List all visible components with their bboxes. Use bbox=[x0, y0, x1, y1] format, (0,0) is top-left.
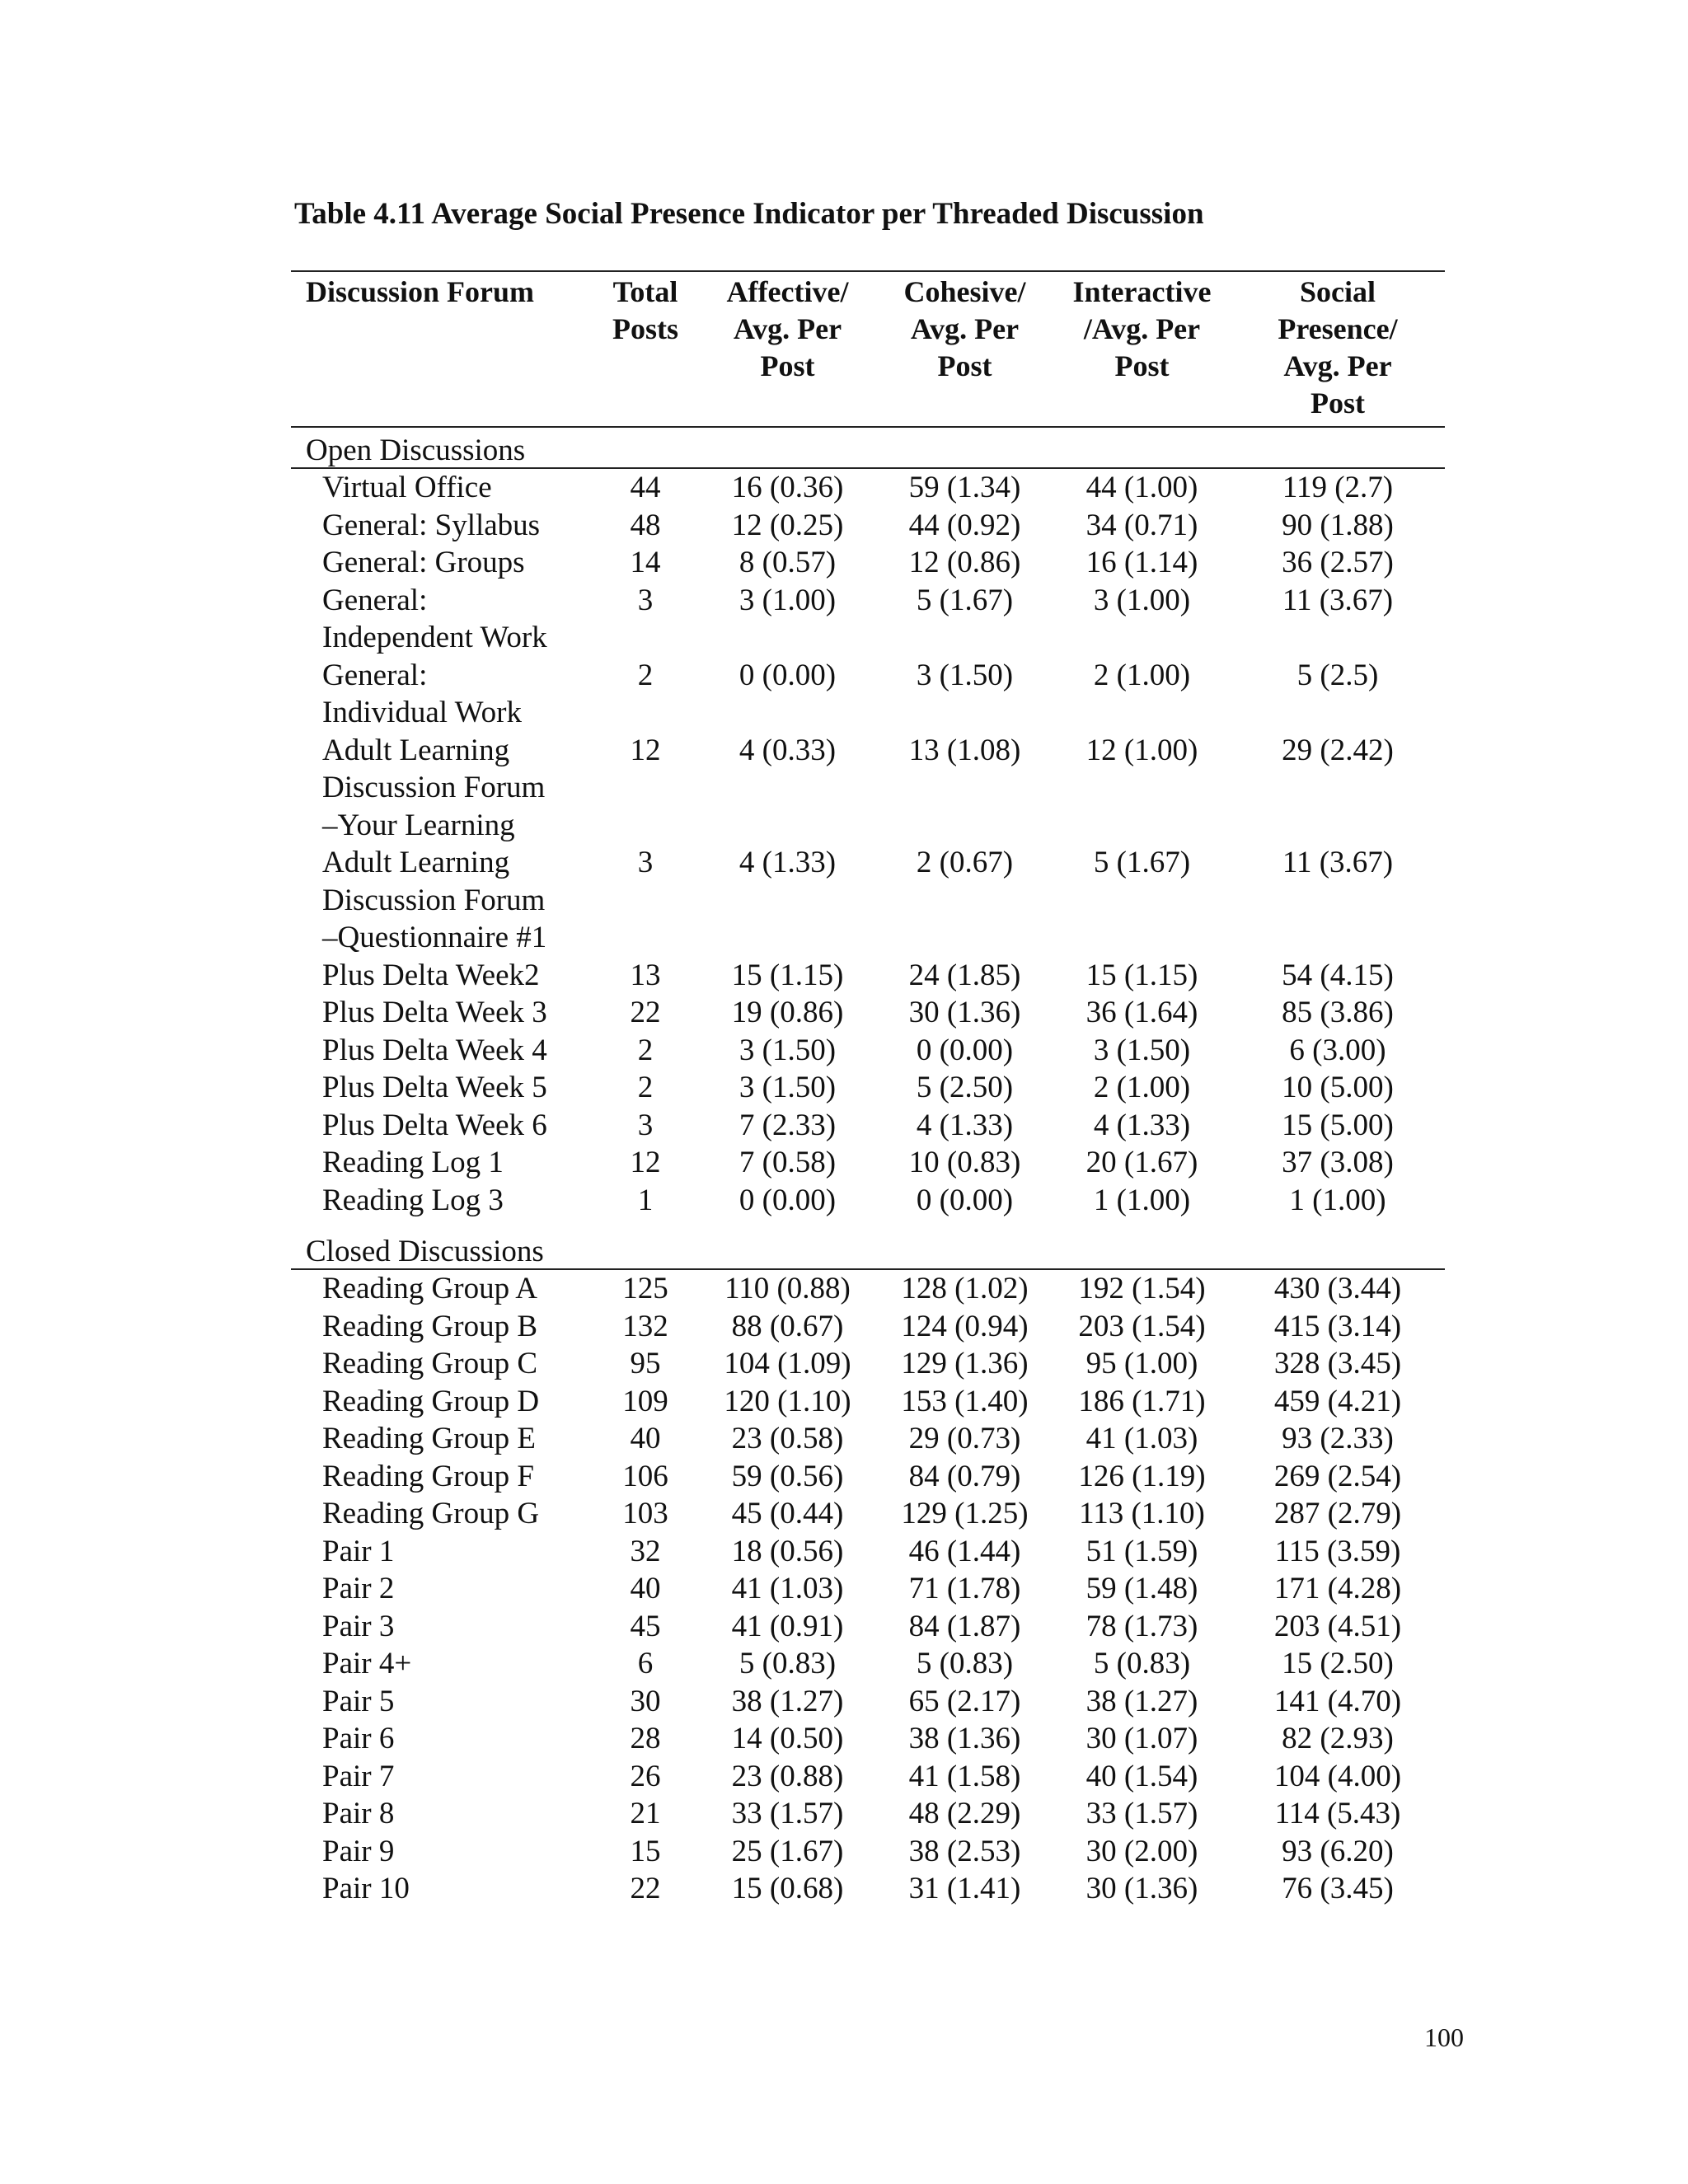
cohesive-cell: 128 (1.02) bbox=[901, 1272, 1029, 1305]
total-posts-cell: 44 bbox=[630, 471, 661, 504]
interactive-cell: 38 (1.27) bbox=[1085, 1684, 1198, 1718]
forum-name-line: Independent Work bbox=[322, 621, 547, 654]
interactive-cell: 44 (1.00) bbox=[1085, 471, 1198, 504]
cohesive-cell: 59 (1.34) bbox=[908, 471, 1021, 504]
cohesive-cell: 5 (2.50) bbox=[916, 1071, 1014, 1104]
social-presence-cell: 5 (2.5) bbox=[1296, 658, 1379, 692]
forum-name-cell bbox=[291, 1420, 592, 1458]
affective-cell: 88 (0.67) bbox=[731, 1309, 844, 1343]
table-row bbox=[291, 1032, 1445, 1070]
cohesive-cell: 29 (0.73) bbox=[908, 1422, 1021, 1455]
affective-cell: 7 (0.58) bbox=[738, 1146, 837, 1179]
header-line: Post bbox=[1114, 349, 1170, 382]
header-line: Post bbox=[1311, 387, 1365, 419]
table-row bbox=[291, 1182, 1445, 1220]
forum-name-line: Pair 4+ bbox=[322, 1647, 412, 1680]
cohesive-cell: 38 (1.36) bbox=[908, 1722, 1021, 1755]
forum-name-line: Pair 8 bbox=[322, 1797, 395, 1830]
interactive-cell: 33 (1.57) bbox=[1085, 1797, 1198, 1830]
table-row bbox=[291, 657, 1445, 732]
forum-name-cell bbox=[291, 1683, 592, 1721]
forum-name-line: Pair 10 bbox=[322, 1872, 410, 1905]
total-posts-cell: 26 bbox=[630, 1759, 661, 1793]
social-presence-cell: 328 (3.45) bbox=[1273, 1347, 1402, 1380]
interactive-cell: 2 (1.00) bbox=[1093, 1071, 1191, 1104]
total-posts-cell: 6 bbox=[637, 1647, 654, 1680]
cohesive-cell: 84 (1.87) bbox=[908, 1609, 1021, 1643]
interactive-cell: 59 (1.48) bbox=[1085, 1572, 1198, 1605]
header-line: Avg. Per bbox=[733, 312, 842, 345]
social-presence-cell: 90 (1.88) bbox=[1282, 508, 1394, 542]
cohesive-cell: 129 (1.36) bbox=[901, 1347, 1029, 1380]
forum-name-line: Plus Delta Week2 bbox=[322, 958, 540, 992]
forum-name-line: General: bbox=[322, 658, 428, 692]
affective-cell: 4 (1.33) bbox=[738, 846, 837, 879]
table-row bbox=[291, 1645, 1445, 1683]
social-presence-cell: 287 (2.79) bbox=[1273, 1497, 1402, 1530]
affective-cell: 16 (0.36) bbox=[731, 471, 844, 504]
table-row bbox=[291, 1144, 1445, 1182]
table-row bbox=[291, 1570, 1445, 1608]
affective-cell: 0 (0.00) bbox=[738, 1183, 837, 1217]
interactive-cell: 36 (1.64) bbox=[1085, 996, 1198, 1029]
cohesive-cell: 5 (0.83) bbox=[916, 1647, 1014, 1680]
total-posts-cell: 106 bbox=[622, 1459, 668, 1493]
forum-name-line: Reading Group E bbox=[322, 1422, 536, 1455]
affective-cell: 23 (0.58) bbox=[731, 1422, 844, 1455]
forum-name-line: Reading Group C bbox=[322, 1347, 538, 1380]
forum-name-line: Reading Log 3 bbox=[322, 1183, 504, 1217]
forum-name-line: General: bbox=[322, 583, 428, 617]
affective-cell: 33 (1.57) bbox=[731, 1797, 844, 1830]
interactive-cell: 15 (1.15) bbox=[1085, 958, 1198, 992]
header-line: Interactive bbox=[1072, 275, 1212, 308]
affective-cell: 45 (0.44) bbox=[731, 1497, 844, 1530]
total-posts-cell: 15 bbox=[630, 1834, 661, 1868]
table-row bbox=[291, 1107, 1445, 1145]
forum-name-cell bbox=[291, 1144, 592, 1182]
social-presence-cell: 37 (3.08) bbox=[1282, 1146, 1394, 1179]
forum-name-cell bbox=[291, 994, 592, 1032]
cohesive-cell: 153 (1.40) bbox=[901, 1384, 1029, 1418]
forum-name-cell bbox=[291, 1069, 592, 1107]
interactive-cell: 1 (1.00) bbox=[1093, 1183, 1191, 1217]
forum-name-line: Plus Delta Week 4 bbox=[322, 1033, 547, 1067]
page-number: 100 bbox=[1424, 2022, 1464, 2052]
forum-name-line: Individual Work bbox=[322, 696, 522, 729]
header-line: Cohesive/ bbox=[903, 275, 1026, 308]
social-presence-cell: 141 (4.70) bbox=[1273, 1684, 1402, 1718]
social-presence-cell: 459 (4.21) bbox=[1273, 1384, 1402, 1418]
cohesive-cell: 65 (2.17) bbox=[908, 1684, 1021, 1718]
forum-name-line: General: Groups bbox=[322, 546, 525, 579]
forum-name-line: Pair 5 bbox=[322, 1684, 395, 1718]
social-presence-cell: 114 (5.43) bbox=[1274, 1797, 1401, 1830]
header-line: Affective/ bbox=[726, 275, 849, 308]
section-row bbox=[291, 1219, 1445, 1269]
forum-name-line: Pair 9 bbox=[322, 1834, 395, 1868]
forum-name-cell bbox=[291, 468, 592, 507]
forum-name-cell bbox=[291, 507, 592, 545]
table-row bbox=[291, 1383, 1445, 1421]
total-posts-cell: 40 bbox=[630, 1572, 661, 1605]
forum-name-line: Pair 3 bbox=[322, 1609, 395, 1643]
forum-name-cell bbox=[291, 1870, 592, 1908]
cohesive-cell: 0 (0.00) bbox=[916, 1183, 1014, 1217]
cohesive-cell: 41 (1.58) bbox=[908, 1759, 1021, 1793]
social-presence-cell: 82 (2.93) bbox=[1282, 1722, 1394, 1755]
table-row bbox=[291, 582, 1445, 657]
table-row bbox=[291, 957, 1445, 995]
total-posts-cell: 95 bbox=[630, 1347, 661, 1380]
cohesive-cell: 48 (2.29) bbox=[908, 1797, 1021, 1830]
header-line: Posts bbox=[612, 312, 678, 345]
interactive-cell: 30 (1.36) bbox=[1085, 1872, 1198, 1905]
cohesive-cell: 4 (1.33) bbox=[916, 1108, 1014, 1142]
social-presence-cell: 415 (3.14) bbox=[1273, 1309, 1402, 1343]
social-presence-cell: 119 (2.7) bbox=[1282, 471, 1394, 504]
cohesive-cell: 2 (0.67) bbox=[916, 846, 1014, 879]
social-presence-cell: 104 (4.00) bbox=[1273, 1759, 1402, 1793]
total-posts-cell: 12 bbox=[630, 1146, 661, 1179]
interactive-cell: 126 (1.19) bbox=[1078, 1459, 1206, 1493]
interactive-cell: 30 (1.07) bbox=[1085, 1722, 1198, 1755]
section-label: Open Discussions bbox=[291, 427, 1445, 468]
total-posts-cell: 14 bbox=[630, 546, 661, 579]
forum-name-cell bbox=[291, 1458, 592, 1496]
header-total-posts bbox=[592, 271, 699, 427]
affective-cell: 15 (1.15) bbox=[731, 958, 844, 992]
affective-cell: 4 (0.33) bbox=[738, 733, 837, 767]
total-posts-cell: 2 bbox=[637, 1033, 654, 1067]
affective-cell: 23 (0.88) bbox=[731, 1759, 844, 1793]
social-presence-cell: 269 (2.54) bbox=[1273, 1459, 1402, 1493]
social-presence-cell: 430 (3.44) bbox=[1273, 1272, 1402, 1305]
interactive-cell: 192 (1.54) bbox=[1078, 1272, 1206, 1305]
table-row bbox=[291, 1870, 1445, 1908]
affective-cell: 0 (0.00) bbox=[738, 658, 837, 692]
forum-name-cell bbox=[291, 1795, 592, 1833]
affective-cell: 3 (1.50) bbox=[738, 1071, 837, 1104]
interactive-cell: 95 (1.00) bbox=[1085, 1347, 1198, 1380]
table-row bbox=[291, 1758, 1445, 1796]
forum-name-line: –Your Learning bbox=[322, 808, 515, 842]
cohesive-cell: 0 (0.00) bbox=[916, 1033, 1014, 1067]
header-line: Total bbox=[612, 275, 678, 308]
forum-name-cell bbox=[291, 844, 592, 957]
social-presence-table bbox=[291, 270, 1445, 1908]
social-presence-cell: 11 (3.67) bbox=[1282, 846, 1394, 879]
interactive-cell: 4 (1.33) bbox=[1093, 1108, 1191, 1142]
forum-name-cell bbox=[291, 1645, 592, 1683]
total-posts-cell: 103 bbox=[622, 1497, 668, 1530]
forum-name-line: Plus Delta Week 6 bbox=[322, 1108, 547, 1142]
table-row bbox=[291, 1533, 1445, 1571]
total-posts-cell: 3 bbox=[637, 583, 654, 617]
affective-cell: 120 (1.10) bbox=[724, 1384, 851, 1418]
table-row bbox=[291, 1069, 1445, 1107]
header-affective bbox=[699, 271, 876, 427]
table-row bbox=[291, 1833, 1445, 1871]
header-line: Social bbox=[1299, 275, 1376, 308]
table-row bbox=[291, 1308, 1445, 1346]
forum-name-cell bbox=[291, 582, 592, 657]
table-row bbox=[291, 1495, 1445, 1533]
forum-name-line: Plus Delta Week 5 bbox=[322, 1071, 547, 1104]
forum-name-cell bbox=[291, 1269, 592, 1308]
header-line: Post bbox=[760, 349, 815, 382]
header-line: Avg. Per bbox=[910, 312, 1020, 345]
table-row bbox=[291, 1795, 1445, 1833]
cohesive-cell: 46 (1.44) bbox=[908, 1534, 1021, 1568]
affective-cell: 41 (1.03) bbox=[731, 1572, 844, 1605]
affective-cell: 110 (0.88) bbox=[724, 1272, 851, 1305]
social-presence-cell: 76 (3.45) bbox=[1282, 1872, 1394, 1905]
total-posts-cell: 125 bbox=[622, 1272, 668, 1305]
forum-name-cell bbox=[291, 1758, 592, 1796]
table-row bbox=[291, 1269, 1445, 1308]
interactive-cell: 51 (1.59) bbox=[1085, 1534, 1198, 1568]
total-posts-cell: 28 bbox=[630, 1722, 661, 1755]
table-row bbox=[291, 1345, 1445, 1383]
affective-cell: 18 (0.56) bbox=[731, 1534, 844, 1568]
cohesive-cell: 129 (1.25) bbox=[901, 1497, 1029, 1530]
affective-cell: 25 (1.67) bbox=[731, 1834, 844, 1868]
header-line: Post bbox=[937, 349, 992, 382]
total-posts-cell: 2 bbox=[637, 658, 654, 692]
forum-name-line: Pair 7 bbox=[322, 1759, 395, 1793]
social-presence-cell: 36 (2.57) bbox=[1282, 546, 1394, 579]
forum-name-cell bbox=[291, 1570, 592, 1608]
forum-name-line: Reading Group D bbox=[322, 1384, 540, 1418]
cohesive-cell: 71 (1.78) bbox=[908, 1572, 1021, 1605]
total-posts-cell: 48 bbox=[630, 508, 661, 542]
affective-cell: 12 (0.25) bbox=[731, 508, 844, 542]
social-presence-cell: 6 (3.00) bbox=[1289, 1033, 1386, 1067]
cohesive-cell: 24 (1.85) bbox=[908, 958, 1021, 992]
total-posts-cell: 45 bbox=[630, 1609, 661, 1643]
interactive-cell: 30 (2.00) bbox=[1085, 1834, 1198, 1868]
forum-name-line: Discussion Forum bbox=[322, 883, 546, 917]
interactive-cell: 186 (1.71) bbox=[1078, 1384, 1206, 1418]
social-presence-cell: 93 (2.33) bbox=[1282, 1422, 1394, 1455]
total-posts-cell: 109 bbox=[622, 1384, 668, 1418]
header-interactive bbox=[1053, 271, 1231, 427]
table-row bbox=[291, 732, 1445, 845]
forum-name-line: General: Syllabus bbox=[322, 508, 541, 542]
social-presence-cell: 171 (4.28) bbox=[1273, 1572, 1402, 1605]
table-row bbox=[291, 507, 1445, 545]
forum-name-line: Reading Group A bbox=[322, 1272, 538, 1305]
forum-name-cell bbox=[291, 657, 592, 732]
forum-name-line: Pair 1 bbox=[322, 1534, 395, 1568]
forum-name-line: Adult Learning bbox=[322, 733, 510, 767]
forum-name-cell bbox=[291, 1720, 592, 1758]
interactive-cell: 113 (1.10) bbox=[1079, 1497, 1205, 1530]
interactive-cell: 78 (1.73) bbox=[1085, 1609, 1198, 1643]
total-posts-cell: 2 bbox=[637, 1071, 654, 1104]
header-line: /Avg. Per bbox=[1083, 312, 1201, 345]
forum-name-cell bbox=[291, 1032, 592, 1070]
affective-cell: 104 (1.09) bbox=[724, 1347, 851, 1380]
affective-cell: 5 (0.83) bbox=[738, 1647, 837, 1680]
header-social-presence bbox=[1231, 271, 1445, 427]
affective-cell: 19 (0.86) bbox=[731, 996, 844, 1029]
forum-name-line: Discussion Forum bbox=[322, 771, 546, 804]
forum-name-line: Adult Learning bbox=[322, 846, 510, 879]
header-row bbox=[291, 271, 1445, 427]
cohesive-cell: 12 (0.86) bbox=[908, 546, 1021, 579]
forum-name-line: Pair 2 bbox=[322, 1572, 395, 1605]
social-presence-cell: 93 (6.20) bbox=[1282, 1834, 1394, 1868]
interactive-cell: 5 (0.83) bbox=[1093, 1647, 1191, 1680]
interactive-cell: 41 (1.03) bbox=[1085, 1422, 1198, 1455]
affective-cell: 15 (0.68) bbox=[731, 1872, 844, 1905]
forum-name-cell bbox=[291, 1608, 592, 1646]
affective-cell: 3 (1.00) bbox=[738, 583, 837, 617]
total-posts-cell: 3 bbox=[637, 846, 654, 879]
forum-name-cell bbox=[291, 1383, 592, 1421]
cohesive-cell: 3 (1.50) bbox=[916, 658, 1014, 692]
forum-name-cell bbox=[291, 1308, 592, 1346]
forum-name-line: Plus Delta Week 3 bbox=[322, 996, 547, 1029]
forum-name-line: –Questionnaire #1 bbox=[322, 921, 547, 954]
affective-cell: 41 (0.91) bbox=[731, 1609, 844, 1643]
forum-name-line: Reading Group B bbox=[322, 1309, 538, 1343]
interactive-cell: 40 (1.54) bbox=[1085, 1759, 1198, 1793]
interactive-cell: 3 (1.50) bbox=[1093, 1033, 1191, 1067]
table-row bbox=[291, 1458, 1445, 1496]
cohesive-cell: 38 (2.53) bbox=[908, 1834, 1021, 1868]
forum-name-line: Virtual Office bbox=[322, 471, 492, 504]
section-row bbox=[291, 427, 1445, 468]
table-row bbox=[291, 468, 1445, 507]
forum-name-cell bbox=[291, 957, 592, 995]
total-posts-cell: 22 bbox=[630, 1872, 661, 1905]
social-presence-cell: 29 (2.42) bbox=[1282, 733, 1394, 767]
table-row bbox=[291, 1420, 1445, 1458]
cohesive-cell: 44 (0.92) bbox=[908, 508, 1021, 542]
header-line: Avg. Per bbox=[1283, 349, 1392, 382]
total-posts-cell: 32 bbox=[630, 1534, 661, 1568]
forum-name-cell bbox=[291, 1533, 592, 1571]
total-posts-cell: 40 bbox=[630, 1422, 661, 1455]
forum-name-line: Reading Group G bbox=[322, 1497, 540, 1530]
interactive-cell: 34 (0.71) bbox=[1085, 508, 1198, 542]
social-presence-cell: 15 (5.00) bbox=[1282, 1108, 1394, 1142]
cohesive-cell: 124 (0.94) bbox=[901, 1309, 1029, 1343]
header-discussion-forum: Discussion Forum bbox=[291, 271, 592, 427]
total-posts-cell: 21 bbox=[630, 1797, 661, 1830]
interactive-cell: 203 (1.54) bbox=[1078, 1309, 1206, 1343]
affective-cell: 38 (1.27) bbox=[731, 1684, 844, 1718]
section-label: Closed Discussions bbox=[291, 1219, 1445, 1269]
social-presence-cell: 1 (1.00) bbox=[1289, 1183, 1386, 1217]
cohesive-cell: 13 (1.08) bbox=[908, 733, 1021, 767]
social-presence-cell: 115 (3.59) bbox=[1274, 1534, 1401, 1568]
affective-cell: 3 (1.50) bbox=[738, 1033, 837, 1067]
total-posts-cell: 22 bbox=[630, 996, 661, 1029]
forum-name-cell bbox=[291, 1345, 592, 1383]
table-row bbox=[291, 1608, 1445, 1646]
total-posts-cell: 1 bbox=[637, 1183, 654, 1217]
table-row bbox=[291, 994, 1445, 1032]
total-posts-cell: 3 bbox=[637, 1108, 654, 1142]
social-presence-cell: 10 (5.00) bbox=[1282, 1071, 1394, 1104]
interactive-cell: 16 (1.14) bbox=[1085, 546, 1198, 579]
interactive-cell: 12 (1.00) bbox=[1085, 733, 1198, 767]
forum-name-cell bbox=[291, 732, 592, 845]
forum-name-line: Reading Group F bbox=[322, 1459, 534, 1493]
cohesive-cell: 30 (1.36) bbox=[908, 996, 1021, 1029]
forum-name-cell bbox=[291, 1107, 592, 1145]
affective-cell: 14 (0.50) bbox=[731, 1722, 844, 1755]
interactive-cell: 2 (1.00) bbox=[1093, 658, 1191, 692]
social-presence-table-container bbox=[291, 270, 1445, 1908]
social-presence-cell: 15 (2.50) bbox=[1282, 1647, 1394, 1680]
cohesive-cell: 84 (0.79) bbox=[908, 1459, 1021, 1493]
table-row bbox=[291, 544, 1445, 582]
table-body bbox=[291, 427, 1445, 1908]
cohesive-cell: 10 (0.83) bbox=[908, 1146, 1021, 1179]
interactive-cell: 5 (1.67) bbox=[1093, 846, 1191, 879]
forum-name-cell bbox=[291, 1495, 592, 1533]
forum-name-line: Pair 6 bbox=[322, 1722, 395, 1755]
affective-cell: 59 (0.56) bbox=[731, 1459, 844, 1493]
table-row bbox=[291, 1720, 1445, 1758]
social-presence-cell: 203 (4.51) bbox=[1273, 1609, 1402, 1643]
table-row bbox=[291, 844, 1445, 957]
forum-name-cell bbox=[291, 544, 592, 582]
total-posts-cell: 132 bbox=[622, 1309, 668, 1343]
affective-cell: 8 (0.57) bbox=[738, 546, 837, 579]
forum-name-cell bbox=[291, 1182, 592, 1220]
cohesive-cell: 31 (1.41) bbox=[908, 1872, 1021, 1905]
total-posts-cell: 30 bbox=[630, 1684, 661, 1718]
forum-name-line: Reading Log 1 bbox=[322, 1146, 504, 1179]
header-line: Presence/ bbox=[1278, 312, 1398, 345]
table-row bbox=[291, 1683, 1445, 1721]
cohesive-cell: 5 (1.67) bbox=[916, 583, 1014, 617]
social-presence-cell: 85 (3.86) bbox=[1282, 996, 1394, 1029]
interactive-cell: 3 (1.00) bbox=[1093, 583, 1191, 617]
header-cohesive bbox=[876, 271, 1053, 427]
affective-cell: 7 (2.33) bbox=[738, 1108, 837, 1142]
social-presence-cell: 54 (4.15) bbox=[1282, 958, 1394, 992]
total-posts-cell: 13 bbox=[630, 958, 661, 992]
table-caption: Table 4.11 Average Social Presence Indicator per Threaded Discussion bbox=[294, 197, 1204, 231]
total-posts-cell: 12 bbox=[630, 733, 661, 767]
interactive-cell: 20 (1.67) bbox=[1085, 1146, 1198, 1179]
forum-name-cell bbox=[291, 1833, 592, 1871]
social-presence-cell: 11 (3.67) bbox=[1282, 583, 1394, 617]
